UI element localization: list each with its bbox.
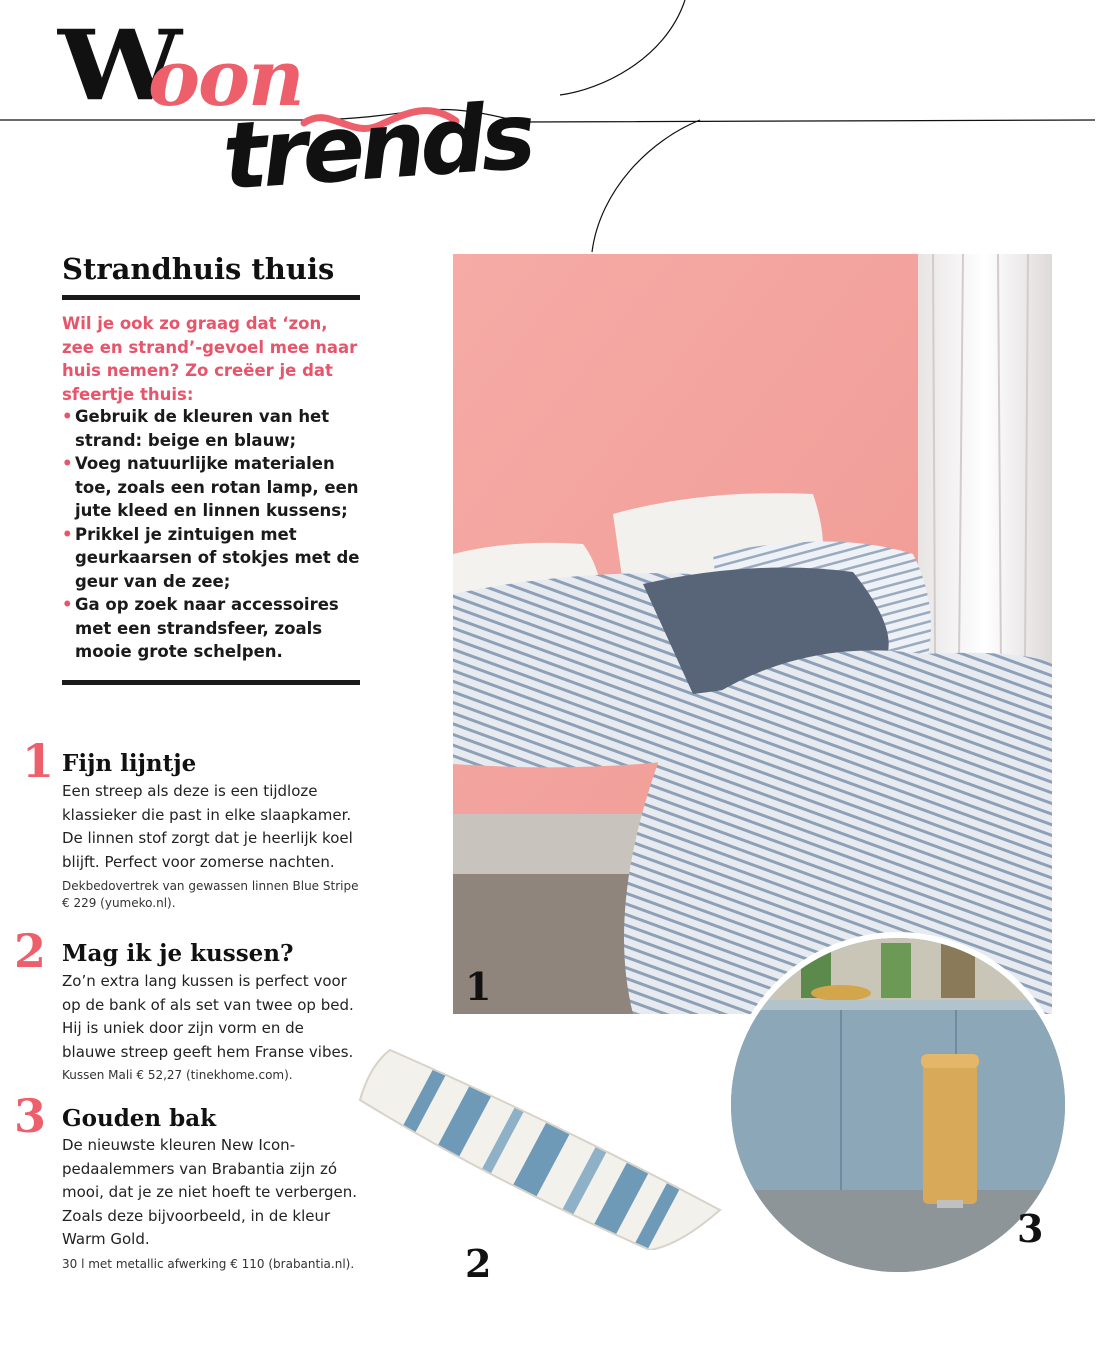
bullet-dot: • (62, 407, 73, 426)
article-title: Strandhuis thuis (62, 252, 335, 286)
photo-label-2: 2 (465, 1241, 492, 1286)
bullet-text: Voeg natuurlijke materialen toe, zoals een rotan lamp, een jute kleed en linnen kussens; (75, 454, 359, 520)
bin-photo (731, 938, 1065, 1272)
item-body-2: Zo’n extra lang kussen is perfect voor op de bank of als set van twee op bed. Hij is uniek door zijn vorm en de blauwe streep geeft hem Franse vibes. (62, 972, 354, 1061)
bullet-text: Prikkel je zintuigen met geurkaarsen of stokjes met de geur van de zee; (75, 524, 360, 591)
item-caption-1: Dekbedovertrek van gewassen linnen Blue Stripe € 229 (yumeko.nl). (62, 879, 359, 910)
list-rule (62, 680, 360, 685)
pillow-photo (350, 1040, 730, 1250)
item-body-1: Een streep als deze is een tijdloze klassieker die past in elke slaapkamer. De linnen stof zorgt dat je heerlijk koel blijft. Perfect voor zomerse nachten. (62, 782, 353, 871)
item-title-1: Fijn lijntje (62, 750, 197, 777)
list-item (62, 593, 362, 664)
item-number-1: 1 (22, 734, 55, 788)
bed-photo (453, 254, 1052, 1014)
list-item (62, 523, 362, 594)
bullet-dot: • (62, 524, 73, 544)
item-number-2: 2 (14, 924, 47, 978)
item-number-3: 3 (14, 1089, 47, 1143)
header-logo-oon: oon (148, 33, 303, 124)
header-logo-w: W (58, 9, 176, 122)
bullet-text: Gebruik de kleuren van het strand: beige en blauw; (75, 407, 330, 450)
item-caption-3: 30 l met metallic afwerking € 110 (brabantia.nl). (62, 1257, 355, 1271)
title-rule (62, 295, 360, 300)
bullet-text: Ga op zoek naar accessoires met een strandsfeer, zoals mooie grote schelpen. (75, 595, 339, 661)
header-logo-trends: trends (219, 82, 535, 211)
list-item (62, 452, 362, 523)
item-caption-2: Kussen Mali € 52,27 (tinekhome.com). (62, 1068, 293, 1082)
bullet-dot: • (62, 454, 73, 473)
list-item (62, 405, 362, 452)
item-title-2: Mag ik je kussen? (62, 940, 294, 967)
photo-label-1: 1 (465, 964, 492, 1009)
photo-label-3: 3 (1017, 1206, 1044, 1251)
bullet-dot: • (62, 595, 73, 614)
article-intro: Wil je ook zo graag dat ‘zon, zee en strand’-gevoel mee naar huis nemen? Zo creëer je dat sfeertje thuis: (62, 314, 358, 404)
item-body-3: De nieuwste kleuren New Icon-pedaalemmers van Brabantia zijn zó mooi, dat je ze niet hoeft te verbergen. Zoals deze bijvoorbeeld, in de kleur Warm Gold. (62, 1136, 358, 1248)
item-title-3: Gouden bak (62, 1105, 217, 1132)
tips-list (62, 405, 362, 664)
